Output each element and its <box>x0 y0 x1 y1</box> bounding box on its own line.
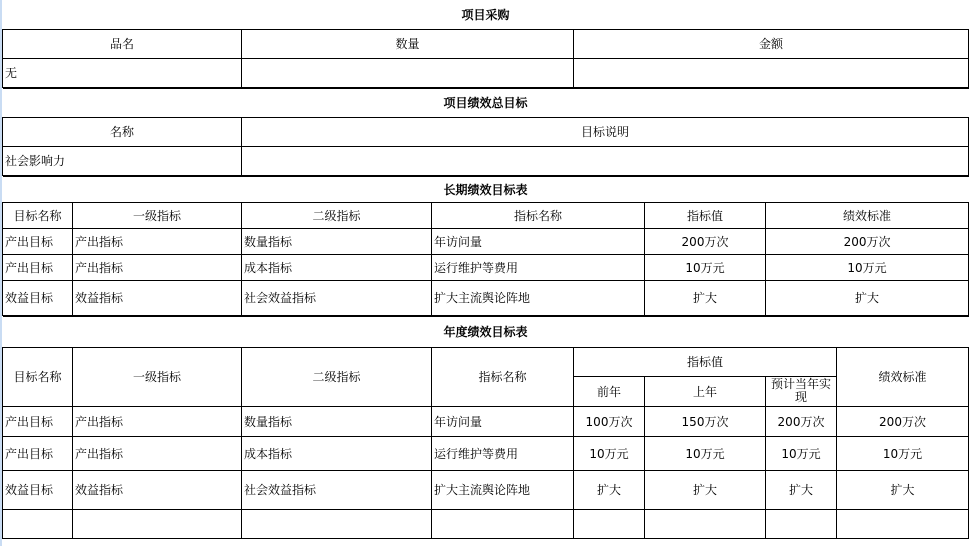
cell-level1[interactable]: 产出指标 <box>73 406 242 436</box>
cell-level2[interactable]: 社会效益指标 <box>242 470 432 509</box>
table-row <box>3 280 969 315</box>
header-level2[interactable]: 二级指标 <box>242 202 432 228</box>
cell-goal-name[interactable]: 产出目标 <box>3 254 73 280</box>
cell-standard[interactable]: 扩大 <box>766 280 969 315</box>
cell-indicator-name[interactable] <box>432 509 574 538</box>
cell-goal-name[interactable]: 产出目标 <box>3 228 73 254</box>
cell-quantity[interactable] <box>242 58 574 87</box>
cell-level2[interactable]: 数量指标 <box>242 228 432 254</box>
cell-last-year[interactable] <box>645 509 766 538</box>
cell-level2[interactable]: 成本指标 <box>242 436 432 470</box>
header-last-year[interactable]: 上年 <box>645 376 766 406</box>
cell-goal-name[interactable]: 效益目标 <box>3 470 73 509</box>
cell-standard[interactable]: 200万次 <box>837 406 969 436</box>
cell-prev-year[interactable]: 100万次 <box>574 406 645 436</box>
cell-level2[interactable] <box>242 509 432 538</box>
cell-expected[interactable]: 200万次 <box>766 406 837 436</box>
cell-indicator-value[interactable]: 200万次 <box>645 228 766 254</box>
cell-indicator-name[interactable]: 年访问量 <box>432 228 645 254</box>
cell-amount[interactable] <box>574 58 969 87</box>
cell-level1[interactable]: 产出指标 <box>73 254 242 280</box>
overall-goal-table <box>2 88 969 176</box>
header-name[interactable]: 名称 <box>3 117 242 146</box>
header-level2[interactable]: 二级指标 <box>242 347 432 406</box>
cell-level1[interactable]: 产出指标 <box>73 436 242 470</box>
cell-indicator-name[interactable]: 运行维护等费用 <box>432 436 574 470</box>
cell-last-year[interactable]: 扩大 <box>645 470 766 509</box>
cell-indicator-name[interactable]: 扩大主流舆论阵地 <box>432 470 574 509</box>
long-term-table <box>2 176 969 316</box>
cell-goal-name[interactable] <box>3 509 73 538</box>
cell-item-name[interactable]: 无 <box>3 58 242 87</box>
cell-prev-year[interactable]: 扩大 <box>574 470 645 509</box>
header-goal-description[interactable]: 目标说明 <box>242 117 969 146</box>
table-row <box>3 58 969 87</box>
header-amount[interactable]: 金额 <box>574 29 969 58</box>
cell-level2[interactable]: 社会效益指标 <box>242 280 432 315</box>
cell-last-year[interactable]: 10万元 <box>645 436 766 470</box>
cell-level1[interactable]: 效益指标 <box>73 470 242 509</box>
spreadsheet <box>2 0 968 539</box>
cell-indicator-value[interactable]: 10万元 <box>645 254 766 280</box>
table-row <box>3 146 969 175</box>
table-row <box>3 436 969 470</box>
table-row <box>3 228 969 254</box>
header-indicator-value[interactable]: 指标值 <box>645 202 766 228</box>
table-row <box>3 406 969 436</box>
cell-level1[interactable] <box>73 509 242 538</box>
cell-indicator-name[interactable]: 扩大主流舆论阵地 <box>432 280 645 315</box>
cell-standard[interactable]: 扩大 <box>837 470 969 509</box>
cell-prev-year[interactable]: 10万元 <box>574 436 645 470</box>
header-level1[interactable]: 一级指标 <box>73 202 242 228</box>
header-expected[interactable]: 预计当年实现 <box>766 376 837 406</box>
header-item-name[interactable]: 品名 <box>3 29 242 58</box>
header-indicator-name[interactable]: 指标名称 <box>432 202 645 228</box>
header-quantity[interactable]: 数量 <box>242 29 574 58</box>
annual-table <box>2 316 969 539</box>
long-term-title: 长期绩效目标表 <box>3 176 969 202</box>
cell-expected[interactable] <box>766 509 837 538</box>
cell-level1[interactable]: 产出指标 <box>73 228 242 254</box>
cell-expected[interactable]: 10万元 <box>766 436 837 470</box>
table-row <box>3 470 969 509</box>
cell-goal-description[interactable] <box>242 146 969 175</box>
header-level1[interactable]: 一级指标 <box>73 347 242 406</box>
cell-goal-name[interactable]: 产出目标 <box>3 436 73 470</box>
table-row <box>3 509 969 538</box>
header-standard[interactable]: 绩效标准 <box>766 202 969 228</box>
cell-goal-name[interactable]: 效益目标 <box>3 280 73 315</box>
cell-standard[interactable]: 10万元 <box>837 436 969 470</box>
procurement-title: 项目采购 <box>3 0 969 29</box>
header-prev-year[interactable]: 前年 <box>574 376 645 406</box>
cell-level2[interactable]: 数量指标 <box>242 406 432 436</box>
cell-level1[interactable]: 效益指标 <box>73 280 242 315</box>
cell-expected[interactable]: 扩大 <box>766 470 837 509</box>
cell-name[interactable]: 社会影响力 <box>3 146 242 175</box>
cell-indicator-name[interactable]: 运行维护等费用 <box>432 254 645 280</box>
header-goal-name[interactable]: 目标名称 <box>3 347 73 406</box>
cell-prev-year[interactable] <box>574 509 645 538</box>
cell-standard[interactable] <box>837 509 969 538</box>
header-indicator-value[interactable]: 指标值 <box>574 347 837 376</box>
procurement-table <box>2 0 969 88</box>
table-row <box>3 254 969 280</box>
header-goal-name[interactable]: 目标名称 <box>3 202 73 228</box>
overall-goal-title: 项目绩效总目标 <box>3 88 969 117</box>
header-standard[interactable]: 绩效标准 <box>837 347 969 406</box>
cell-standard[interactable]: 10万元 <box>766 254 969 280</box>
cell-last-year[interactable]: 150万次 <box>645 406 766 436</box>
annual-title: 年度绩效目标表 <box>3 316 969 347</box>
cell-level2[interactable]: 成本指标 <box>242 254 432 280</box>
cell-indicator-name[interactable]: 年访问量 <box>432 406 574 436</box>
cell-goal-name[interactable]: 产出目标 <box>3 406 73 436</box>
cell-indicator-value[interactable]: 扩大 <box>645 280 766 315</box>
cell-standard[interactable]: 200万次 <box>766 228 969 254</box>
header-indicator-name[interactable]: 指标名称 <box>432 347 574 406</box>
